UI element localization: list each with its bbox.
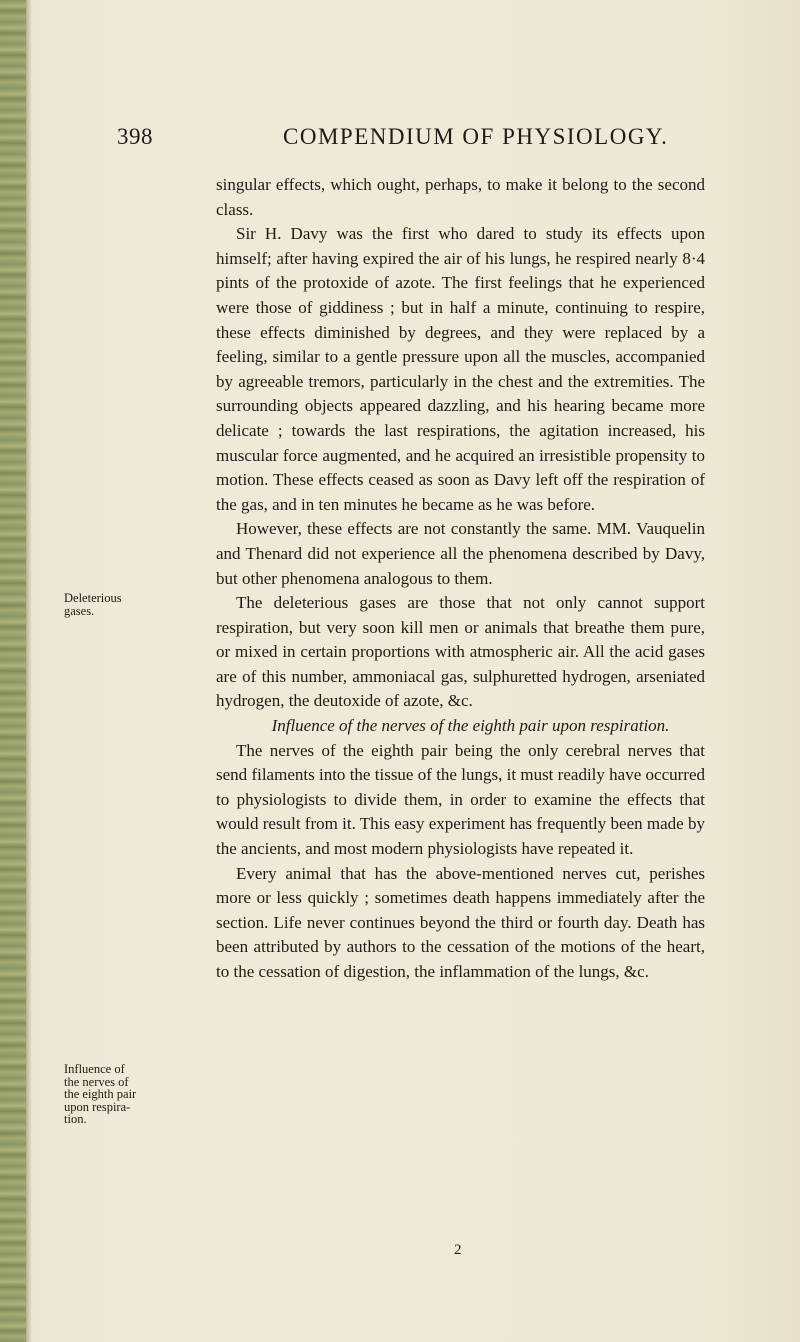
sidenote-line: gases. [64,603,95,618]
sidenote-line: the nerves of [64,1074,129,1089]
body-text [216,173,705,985]
paragraph-continuation: singular effects, which ought, perhaps, to make it belong to the second class. [216,175,705,219]
paragraph-vauquelin: However, these effects are not constantly the same. MM. Vauquelin and Thenard did not experience all the phenomena described by Davy, but other phenomena analogous to them. [216,519,705,588]
paragraph-cut-nerves: Every animal that has the above-mentioned nerves cut, perishes more or less quickly ; sometimes death happens immediately after the section. Life never continues beyond the third or fourth day. Death has been attributed by authors to the cessation of the motions of the heart, to the cessation of digestion, the inflammation of the lungs, &c. [216,863,705,981]
signature-mark: 2 [454,1242,462,1258]
sidenote-line: Deleterious [64,591,122,605]
sidenote-influence-eighth-pair [64,1063,212,1126]
sidenote-line: upon respira- [64,1099,131,1114]
section-heading: Influence of the nerves of the eighth pair upon respiration. [271,716,670,736]
running-head [0,124,800,154]
page-binding-edge [0,0,26,1342]
sidenote-line: the eighth pair [64,1087,137,1101]
page-number: 398 [117,124,153,149]
sidenote-deleterious-gases [64,592,212,617]
paragraph-eighth-pair: The nerves of the eighth pair being the only cerebral nerves that send filaments into the tissue of the lungs, it must readily have occurred to physiologists to divide them, in order to examine the effects that would result from it. This easy experiment has frequently been made by the ancients, and most modern physiologists have repeated it. [216,740,705,859]
sidenote-line: tion. [64,1112,87,1126]
sidenote-line: Influence of [64,1062,125,1076]
paragraph-davy: Sir H. Davy was the first who dared to study its effects upon himself; after having expired the air of his lungs, he respired nearly 8·4 pints of the protoxide of azote. The first feelings that he experienced were those of giddiness ; but in half a minute, continuing to respire, these effects diminished by degrees, and they were replaced by a feeling, similar to a gentle pressure upon all the muscles, accompanied by agreeable tremors, particularly in the chest and the extremities. The surrounding objects appeared dazzling, and his hearing became more delicate ; towards the last respirations, the agitation increased, his muscular force augmented, and he acquired an irresistible propensity to motion. These effects ceased as soon as Davy left off the respiration of the gas, and in ten minutes he became as he was before. [216,224,705,514]
running-title: COMPENDIUM OF PHYSIOLOGY. [283,124,669,149]
paragraph-deleterious-gases: The deleterious gases are those that not only cannot support respiration, but very soon kill men or animals that breathe them pure, or mixed in certain proportions with atmospheric air. All the acid gases are of this number, ammoniacal gas, sulphuretted hydrogen, arseniated hydrogen, the deutoxide of azote, &c. [216,593,705,711]
binding-shadow [26,0,32,1342]
